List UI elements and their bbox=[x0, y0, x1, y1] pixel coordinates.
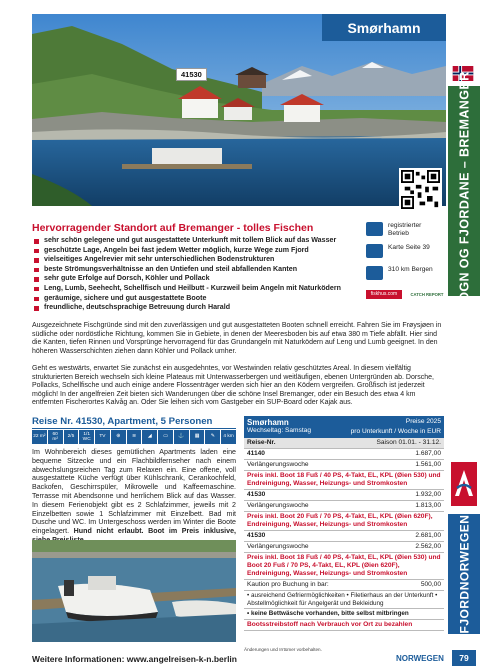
boat-info-row: Preis inkl. Boot 20 Fuß / 70 PS, 4-Takt, EL, KPL (Øien 620F), Endreinigung, Wasser, Heizungs- und Stromkosten bbox=[244, 512, 444, 531]
amenity-icon: ≋ bbox=[127, 430, 142, 444]
amenity-icon: ✎ bbox=[205, 430, 220, 444]
list-item: sehr schön gelegene und gut ausgestattete Unterkunft mit tollem Blick auf das Wasser bbox=[32, 236, 362, 246]
amenity-icon: ◢ bbox=[142, 430, 157, 444]
company-logo-icon bbox=[451, 462, 477, 506]
page-title: Smørhamn bbox=[322, 14, 446, 41]
table-row: Verlängerungswoche 2.562,00 bbox=[244, 542, 444, 553]
deposit-row: Kaution pro Buchung in bar: 500,00 bbox=[244, 580, 444, 591]
list-item: Leng, Lumb, Seehecht, Schellfisch und Heilbutt - Kurzweil beim Angeln mit Naturködern bbox=[32, 284, 362, 294]
price-table-header bbox=[244, 416, 444, 438]
hero-photo bbox=[32, 14, 446, 206]
page-number: 79 bbox=[452, 650, 476, 666]
car-icon bbox=[366, 266, 383, 280]
region-side-label: SOGN OG FJORDANE – BREMANGER bbox=[448, 86, 480, 296]
table-row: Verlängerungswoche 1.813,00 bbox=[244, 501, 444, 512]
intro-heading: Hervorragender Standort auf Bremanger - tolles Fischen bbox=[32, 222, 314, 234]
boat-info-row: Preis inkl. Boot 18 Fuß / 40 PS, 4-Takt, EL, KPL (Øien 530) und Endreinigung, Wasser, Heizungs- und Stromkosten bbox=[244, 471, 444, 490]
list-item: freundliche, deutschsprachige Betreuung durch Harald bbox=[32, 303, 362, 313]
price-table bbox=[244, 416, 444, 631]
table-header-row: Reise-Nr. Saison 01.01. - 31.12. bbox=[244, 438, 444, 449]
price-unit: pro Unterkunft / Woche in EUR bbox=[350, 428, 441, 435]
feature-list bbox=[32, 236, 362, 313]
hero-landscape-image bbox=[32, 14, 446, 206]
apartment-description: Im Wohnbereich dieses gemütlichen Apartments laden eine bequeme Sitzecke und ein Flachbildfernseher nach einem abwechslungsreichen Tag zum Relaxen ein. Eine offene, voll ausgestattete Küche verfügt über Kühlschrank, Cerankochfeld, Backofen, Geschirrspüler, Mikrowelle und Kaffeemaschine. Terrasse mit Abendsonne und herrlichem Blick auf das Wasser. In diesem Ferienobjekt gibt es 2 Schlafzimmer, jeweils mit 2 Einzelbetten sowie 1 Schlafzimmer mit Einzelbett. Bad mit Dusche und WC. Im Untergeschoss werden im Winter die Boote eingelagert. Hund nicht erlaubt. Boot im Preis inklusive, bbox=[32, 448, 236, 545]
apartment-title: Reise Nr. 41530, Apartment, 5 Personen bbox=[32, 416, 236, 429]
intro-paragraph-2: Geht es westwärts, erwartet Sie zunächst ein ausgedehntes, vor Westwinden relativ geschütztes Areal. In diesem vielfältig strukturierten Bereich wechseln sich kleine Plateaus mit Unterwasserbergen und weitläufigen, ebenen Untergründen ab. Dorsche, Pollacks, Schellfische und auch einige andere Flossenträger werden sich hier an den Ködern vergreifen. Großfisch ist jederzeit möglich! In der angelfreien Zeit bieten sich Wanderungen über die schöne Insel Bremanger, oder ein Besuch des etwa 4 km entfernten Fischerortes Kalvåg an. Oder Sie leihen sich vom Gastgeber ein SUP-Board oder Kajak aus. bbox=[32, 365, 434, 407]
amenity-icon: 60 m² bbox=[48, 430, 63, 444]
info-box: registrierter Betrieb Karte Seite 39 310 km Bergen fiskhus.com CATCH REPORT bbox=[366, 222, 444, 300]
footer-info: Weitere Informationen: www.angelreisen-k-n.berlin bbox=[32, 654, 237, 664]
change-day: Wechseltag: Samstag bbox=[247, 427, 312, 434]
linen-note: • keine Bettwäsche vorhanden, bitte selbst mitbringen bbox=[244, 609, 444, 620]
amenity-icon-row bbox=[32, 430, 236, 444]
boat-info-row: Preis inkl. Boot 18 Fuß / 40 PS, 4-Takt, EL, KPL (Øien 530) und Boot 20 Fuß / 70 PS, 4-Takt, EL, KPL (Øien 620F), Endreinigung, Wasser, Heizungs- und Stromkosten bbox=[244, 553, 444, 580]
fuel-note: Bootsstreibstoff nach Verbrauch vor Ort zu bezahlen bbox=[244, 620, 444, 631]
object-number-tag: 41530 bbox=[176, 68, 207, 81]
table-row: 41530 2.681,00 bbox=[244, 531, 444, 542]
list-item: beste Strömungsverhältnisse an den Untiefen und steil abfallenden Kanten bbox=[32, 265, 362, 275]
amenity-icon: ▦ bbox=[190, 430, 205, 444]
amenity-icon: ▭ bbox=[158, 430, 173, 444]
catch-report-logo: CATCH REPORT bbox=[410, 292, 444, 297]
amenity-icon: 22 m² bbox=[32, 430, 47, 444]
list-item: geräumige, sichere und gut ausgestattete Boote bbox=[32, 294, 362, 304]
amenity-icon: 2/5 bbox=[64, 430, 79, 444]
brand-side-label: FJORDNORWEGEN bbox=[448, 514, 480, 634]
list-item: geschützte Lage, Angeln bei fast jedem Wetter möglich, kurze Wege zum Fjord bbox=[32, 246, 362, 256]
price-year: Preise 2025 bbox=[405, 418, 441, 425]
amenities-note: • ausreichend Gefriermöglichkeiten • Filetierhaus an der Unterkunft • Abstellmöglichkeit für Angelgerät und Bekleidung bbox=[244, 591, 444, 609]
qr-code-icon bbox=[399, 168, 442, 211]
fish-icon bbox=[366, 222, 383, 236]
footer-country: NORWEGEN bbox=[396, 654, 444, 663]
table-row: 41530 1.932,00 bbox=[244, 490, 444, 501]
price-place: Smørhamn bbox=[247, 418, 289, 427]
table-row: Verlängerungswoche 1.561,00 bbox=[244, 460, 444, 471]
map-icon bbox=[366, 244, 383, 258]
amenity-icon: ⚓ bbox=[174, 430, 189, 444]
amenity-icon: 1/1 WC bbox=[79, 430, 94, 444]
intro-paragraph-1: Ausgezeichnete Fischgründe sind mit den zuverlässigen und gut ausgestatteten Booten schnell erreicht. Fahren Sie im Frøysjøen in südliche oder nordöstliche Richtung, kommen Sie in Gebiete, in denen der Meeresboden bis auf etwa 380 m Tiefe abfällt. Hier sind die Kanten, tiefen Rinnen und Vorsprünge hervorragend für das Grundangeln mit Naturködern auf Leng und Lumb geeignet. In den höheren Wasserschichten ziehen dann Köhler und Pollack umher. bbox=[32, 322, 442, 355]
list-item: sehr gute Erfolge auf Dorsch, Köhler und Pollack bbox=[32, 274, 362, 284]
list-item: vielseitiges Angelrevier mit sehr unterschiedlichen Bodenstrukturen bbox=[32, 255, 362, 265]
table-row: 41140 1.687,00 bbox=[244, 449, 444, 460]
apartment-pets-note: Hund nicht erlaubt. Boot im Preis inklusive, bbox=[73, 527, 236, 536]
boat-image bbox=[32, 540, 236, 642]
boat-photo bbox=[32, 540, 236, 642]
amenity-icon: ⊕ bbox=[111, 430, 126, 444]
amenity-icon: TV bbox=[95, 430, 110, 444]
changes-note: Änderungen und Irrtümer vorbehalten. bbox=[244, 647, 322, 652]
fiskhus-logo: fiskhus.com bbox=[366, 290, 402, 299]
amenity-icon: 4 km bbox=[221, 430, 236, 444]
